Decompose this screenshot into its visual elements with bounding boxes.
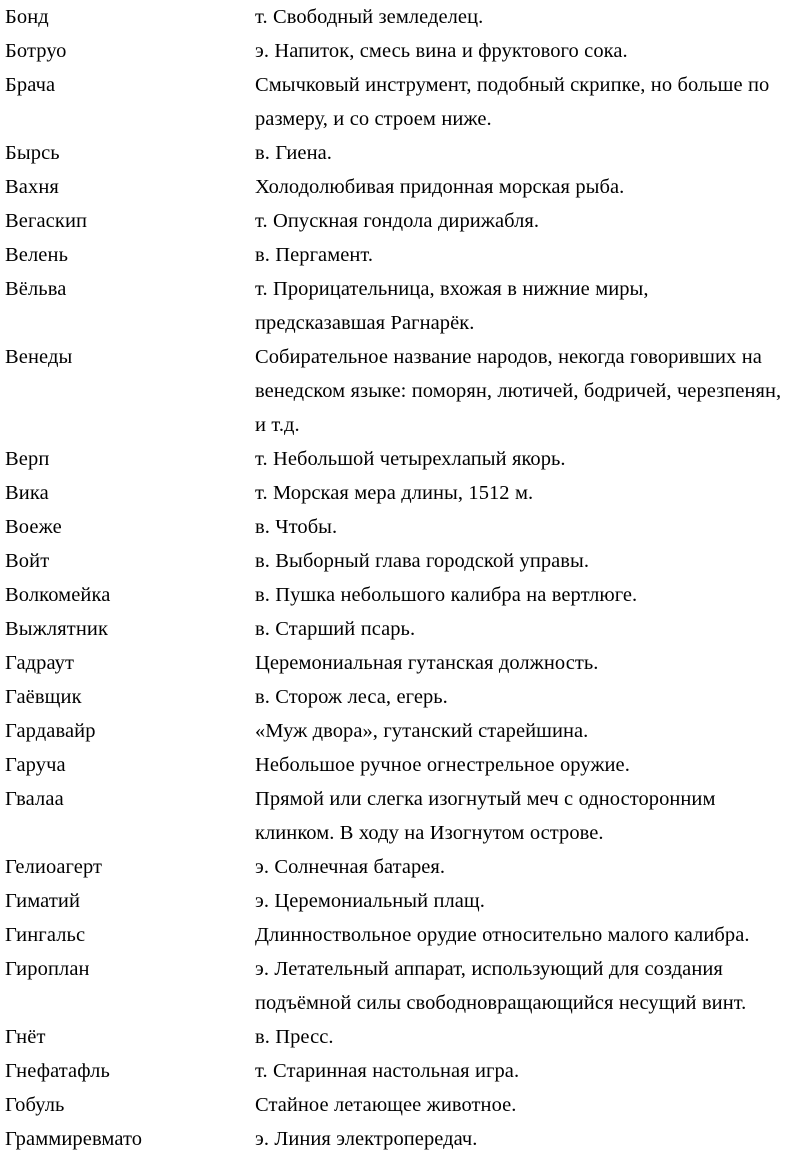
glossary-term: Вахня bbox=[5, 176, 59, 198]
glossary-entry bbox=[5, 612, 782, 646]
glossary-definition: Церемониальная гутанская должность. bbox=[255, 652, 599, 674]
glossary-entry bbox=[5, 850, 782, 884]
glossary-term: Бырсь bbox=[5, 142, 60, 164]
glossary-term: Воеже bbox=[5, 516, 62, 538]
glossary-entry bbox=[5, 170, 782, 204]
glossary-definition: т. Прорицательница, вхожая в нижние миры, предсказавшая Рагнарёк. bbox=[255, 278, 649, 334]
glossary-term: Бонд bbox=[5, 6, 49, 28]
glossary-definition: э. Летательный аппарат, использующий для создания подъёмной силы свободновращающийся несущий винт. bbox=[255, 958, 747, 1014]
glossary-entry bbox=[5, 340, 782, 442]
glossary-entry bbox=[5, 238, 782, 272]
glossary-term: Вика bbox=[5, 482, 49, 504]
glossary-term: Гироплан bbox=[5, 958, 90, 980]
glossary-term: Брача bbox=[5, 74, 56, 96]
glossary-term: Венеды bbox=[5, 346, 73, 368]
glossary-entry bbox=[5, 476, 782, 510]
glossary-definition: т. Небольшой четырехлапый якорь. bbox=[255, 448, 566, 470]
glossary-term: Граммиревмато bbox=[5, 1128, 143, 1150]
glossary-term: Гнефатафль bbox=[5, 1060, 110, 1082]
glossary-entry bbox=[5, 782, 782, 850]
glossary-definition: Прямой или слегка изогнутый меч с односторонним клинком. В ходу на Изогнутом острове. bbox=[255, 788, 716, 844]
glossary-definition: в. Пергамент. bbox=[255, 244, 374, 266]
glossary-term: Велень bbox=[5, 244, 69, 266]
glossary-term: Гингальс bbox=[5, 924, 86, 946]
glossary-term: Верп bbox=[5, 448, 50, 470]
glossary-term: Гадраут bbox=[5, 652, 75, 674]
glossary-definition: Холодолюбивая придонная морская рыба. bbox=[255, 176, 625, 198]
glossary-definition: э. Напиток, смесь вина и фруктового сока. bbox=[255, 40, 628, 62]
glossary-entry bbox=[5, 544, 782, 578]
glossary-definition: э. Линия электропередач. bbox=[255, 1128, 478, 1150]
glossary-term: Войт bbox=[5, 550, 50, 572]
glossary-entry bbox=[5, 1020, 782, 1054]
glossary-definition: э. Солнечная батарея. bbox=[255, 856, 446, 878]
glossary-entry bbox=[5, 34, 782, 68]
glossary-definition: э. Церемониальный плащ. bbox=[255, 890, 485, 912]
glossary-definition: т. Морская мера длины, 1512 м. bbox=[255, 482, 534, 504]
glossary-entry bbox=[5, 748, 782, 782]
glossary-entry bbox=[5, 1088, 782, 1122]
glossary-term: Гелиоагерт bbox=[5, 856, 103, 878]
glossary-term: Вегаскип bbox=[5, 210, 88, 232]
glossary-entry bbox=[5, 272, 782, 340]
glossary-entry bbox=[5, 646, 782, 680]
glossary-term: Гобуль bbox=[5, 1094, 65, 1116]
glossary-entry bbox=[5, 578, 782, 612]
glossary-definition: Собирательное название народов, некогда говоривших на венедском языке: поморян, лютичей, бодричей, черезпенян, и т.д. bbox=[255, 346, 782, 436]
glossary-definition: Длинноствольное орудие относительно малого калибра. bbox=[255, 924, 750, 946]
glossary-entry bbox=[5, 918, 782, 952]
glossary-definition: в. Выборный глава городской управы. bbox=[255, 550, 590, 572]
glossary-term: Гвалаа bbox=[5, 788, 64, 810]
glossary-definition: Стайное летающее животное. bbox=[255, 1094, 517, 1116]
glossary-term: Гиматий bbox=[5, 890, 81, 912]
glossary-definition: т. Опускная гондола дирижабля. bbox=[255, 210, 540, 232]
glossary-definition: в. Пресс. bbox=[255, 1026, 334, 1048]
glossary-entry bbox=[5, 884, 782, 918]
glossary-entry bbox=[5, 714, 782, 748]
glossary-entry bbox=[5, 136, 782, 170]
glossary-definition: в. Пушка небольшого калибра на вертлюге. bbox=[255, 584, 638, 606]
glossary-definition: в. Гиена. bbox=[255, 142, 332, 164]
glossary-entry bbox=[5, 0, 782, 34]
glossary-entry bbox=[5, 442, 782, 476]
glossary-term: Выжлятник bbox=[5, 618, 109, 640]
glossary-entry bbox=[5, 510, 782, 544]
glossary-definition: в. Сторож леса, егерь. bbox=[255, 686, 448, 708]
glossary-entry bbox=[5, 1054, 782, 1088]
glossary-definition: Небольшое ручное огнестрельное оружие. bbox=[255, 754, 630, 776]
glossary-term: Гардавайр bbox=[5, 720, 96, 742]
glossary-definition: «Муж двора», гутанский старейшина. bbox=[255, 720, 589, 742]
glossary-definition: т. Старинная настольная игра. bbox=[255, 1060, 520, 1082]
glossary-entry bbox=[5, 952, 782, 1020]
glossary-entry bbox=[5, 68, 782, 136]
glossary-term: Волкомейка bbox=[5, 584, 111, 606]
glossary-entry bbox=[5, 204, 782, 238]
glossary-term: Гнёт bbox=[5, 1026, 46, 1048]
glossary-definition: т. Свободный земледелец. bbox=[255, 6, 484, 28]
glossary-term: Гаёвщик bbox=[5, 686, 82, 708]
glossary-term: Вёльва bbox=[5, 278, 67, 300]
glossary-term: Гаруча bbox=[5, 754, 66, 776]
glossary-definition: в. Чтобы. bbox=[255, 516, 338, 538]
glossary-term: Ботруо bbox=[5, 40, 67, 62]
glossary-entry bbox=[5, 680, 782, 714]
glossary-definition: Смычковый инструмент, подобный скрипке, но больше по размеру, и со строем ниже. bbox=[255, 74, 770, 130]
glossary-definition: в. Старший псарь. bbox=[255, 618, 416, 640]
